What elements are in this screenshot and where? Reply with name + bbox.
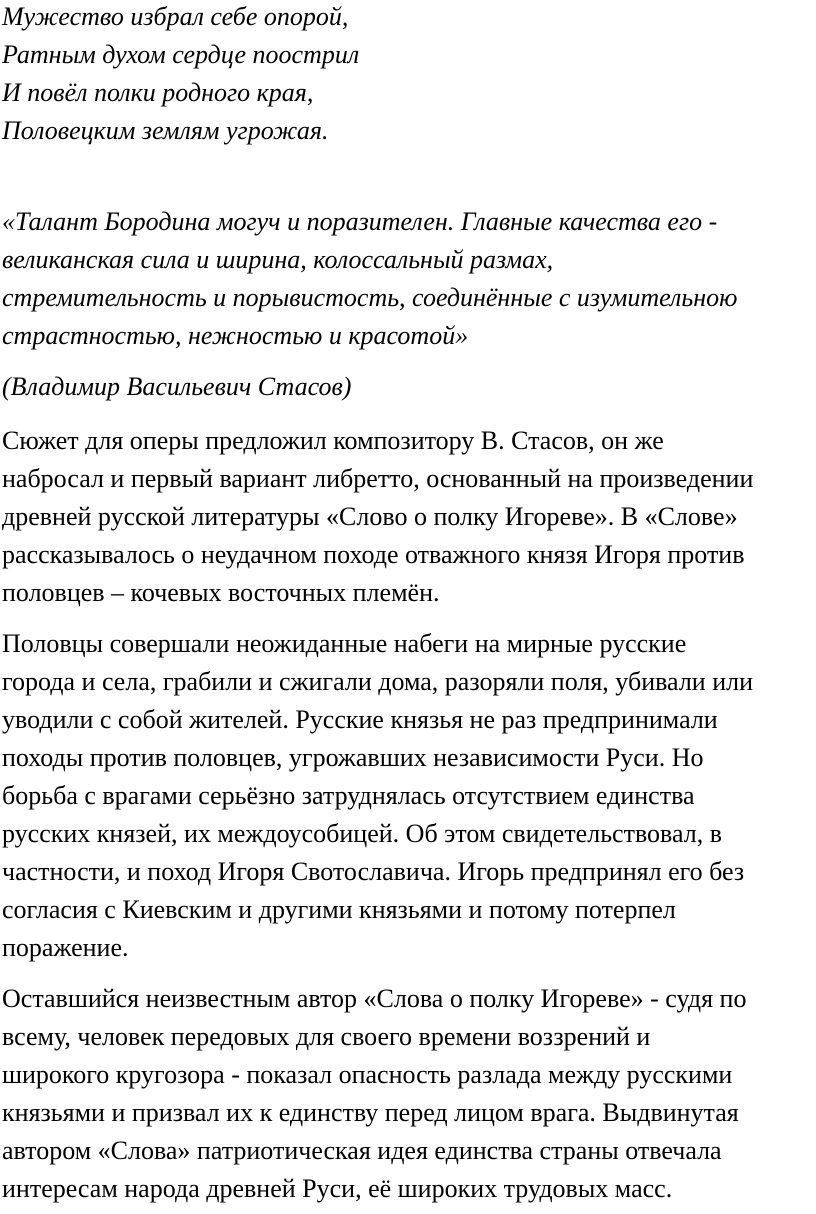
paragraph-line: города и села, грабили и сжигали дома, разоряли поля, убивали или: [2, 667, 754, 696]
paragraph-line: поражение.: [2, 933, 129, 962]
quote-line: стремительность и порывистость, соединённые с изумительною: [2, 283, 738, 312]
paragraph-line: князьями и призвал их к единству перед лицом врага. Выдвинутая: [2, 1098, 739, 1127]
paragraph-line: русских князей, их междоусобицей. Об этом свидетельствовал, в: [2, 819, 723, 848]
paragraph-line: всему, человек передовых для своего времени воззрений и: [2, 1022, 651, 1051]
poem-line: Мужество избрал себе опорой,: [2, 2, 349, 31]
quote-line: «Талант Бородина могуч и поразителен. Главные качества его -: [2, 207, 718, 236]
paragraph-line: древней русской литературы «Слово о полку Игореве». В «Слове»: [2, 502, 738, 531]
paragraph-line: уводили с собой жителей. Русские князья не раз предпринимали: [2, 705, 718, 734]
paragraph-line: Половцы совершали неожиданные набеги на мирные русские: [2, 629, 687, 658]
paragraph-line: половцев – кочевых восточных племён.: [2, 578, 440, 607]
paragraph-line: походы против половцев, угрожавших независимости Руси. Но: [2, 743, 704, 772]
paragraph-line: частности, и поход Игоря Свотославича. Игорь предпринял его без: [2, 857, 745, 886]
paragraph-line: набросал и первый вариант либретто, основанный на произведении: [2, 464, 754, 493]
paragraph-line: согласия с Киевским и другими князьями и потому потерпел: [2, 895, 676, 924]
paragraph-line: Оставшийся неизвестным автор «Слова о полку Игореве» - судя по: [2, 984, 747, 1013]
quote-line: великанская сила и ширина, колоссальный размах,: [2, 245, 554, 274]
paragraph-line: Сюжет для оперы предложил композитору В. Стасов, он же: [2, 426, 664, 455]
paragraph-line: рассказывалось о неудачном походе отважного князя Игоря против: [2, 540, 745, 569]
paragraph-line: автором «Слова» патриотическая идея единства страны отвечала: [2, 1136, 722, 1165]
quote-author: (Владимир Васильевич Стасов): [2, 372, 352, 401]
quote-line: страстностью, нежностью и красотой»: [2, 321, 469, 350]
paragraph-line: широкого кругозора - показал опасность разлада между русскими: [2, 1060, 733, 1089]
poem-line: Половецким землям угрожая.: [2, 116, 329, 145]
poem-line: Ратным духом сердце поострил: [2, 40, 360, 69]
paragraph-line: интересам народа древней Руси, её широких трудовых масс.: [2, 1174, 673, 1203]
paragraph-line: борьба с врагами серьёзно затруднялась отсутствием единства: [2, 781, 695, 810]
poem-line: И повёл полки родного края,: [2, 78, 314, 107]
